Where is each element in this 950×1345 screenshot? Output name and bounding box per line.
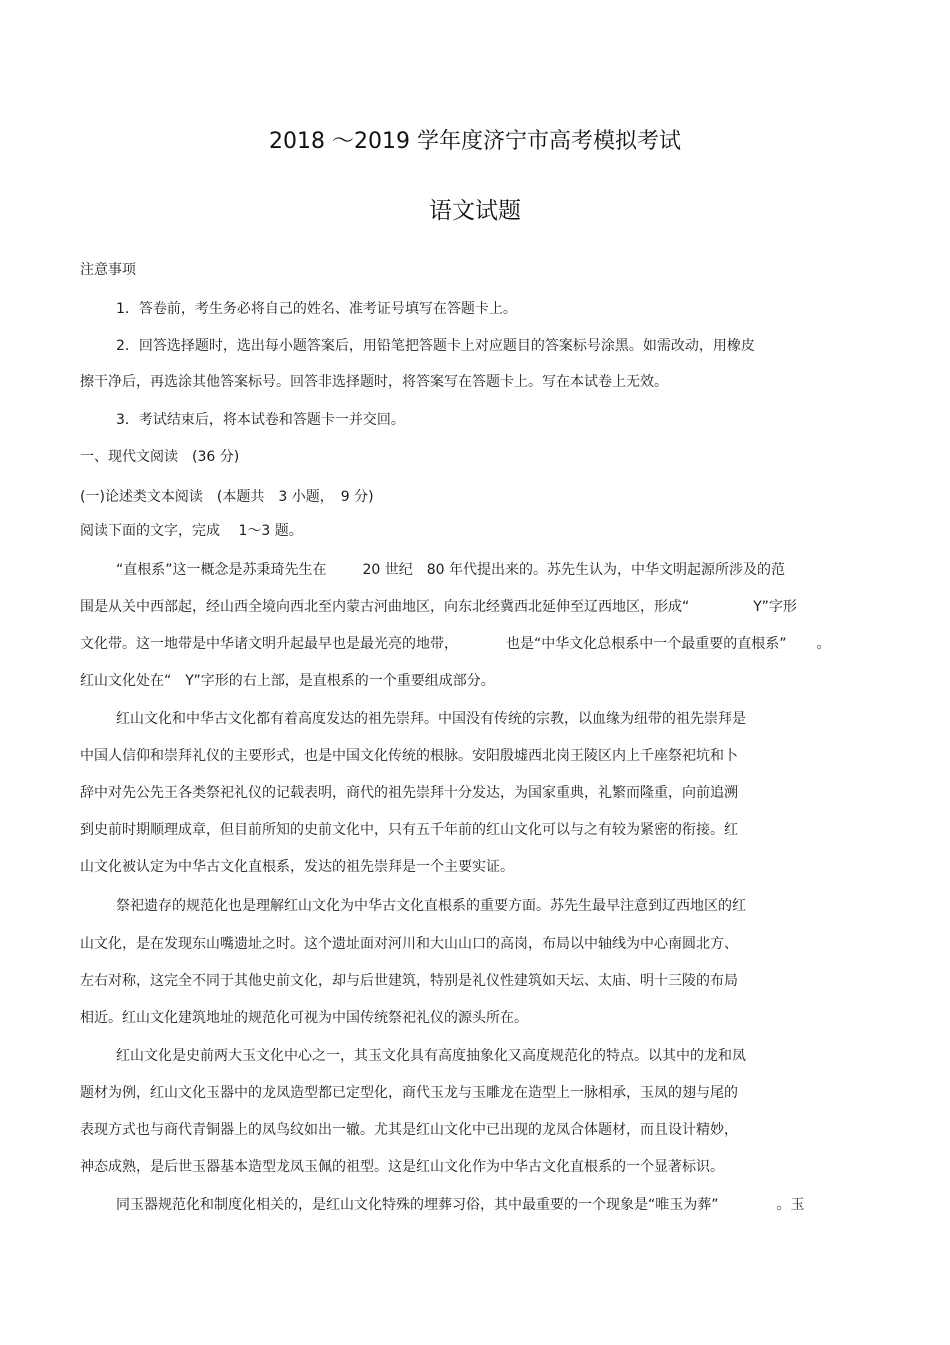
passage-text: “直根系”这一概念是苏秉琦先生在 [116,562,327,578]
passage-line: 红山文化和中华古文化都有着高度发达的祖先崇拜。中国没有传统的宗教，以血缘为纽带的祖先崇拜是 [116,711,746,727]
passage-text: 。 [816,636,831,652]
passage-line [80,634,831,654]
notice-item-1: 1．答卷前，考生务必将自己的姓名、准考证号填写在答题卡上。 [116,301,517,317]
passage-line: 祭祀遗存的规范化也是理解红山文化为中华古文化直根系的重要方面。苏先生最早注意到辽西地区的红 [116,898,746,914]
exam-title: 2018 ～2019 学年度济宁市高考模拟考试 [269,129,681,154]
passage-line: 题材为例，红山文化玉器中的龙凤造型都已定型化，商代玉龙与玉雕龙在造型上一脉相承，玉凤的翅与尾的 [80,1085,738,1101]
passage-line: 辞中对先公先王各类祭祀礼仪的记载表明，商代的祖先崇拜十分发达，为国家重典，礼繁而隆重，向前追溯 [80,785,738,801]
passage-line [116,560,785,580]
notice-item-2-line-1: 2．回答选择题时，选出每小题答案后，用铅笔把答题卡上对应题目的答案标号涂黑。如需改动，用橡皮 [116,338,755,354]
passage-text: 也是“中华文化总根系中一个最重要的直根系” [506,636,787,652]
passage-text: 围是从关中西部起，经山西全境向西北至内蒙古河曲地区，向东北经冀西北延伸至辽西地区，形成“ [80,599,690,615]
passage-line: 左右对称，这完全不同于其他史前文化，却与后世建筑，特别是礼仪性建筑如天坛、太庙、明十三陵的布局 [80,973,738,989]
passage-text: 同玉器规范化和制度化相关的，是红山文化特殊的埋葬习俗，其中最重要的一个现象是“唯玉为葬” [116,1197,719,1213]
passage-text: Y”字形 [753,599,797,615]
passage-line: 红山文化处在“ Y”字形的右上部，是直根系的一个重要组成部分。 [80,673,495,689]
notice-item-2-line-2: 擦干净后，再选涂其他答案标号。回答非选择题时，将答案写在答题卡上。写在本试卷上无效。 [80,374,668,390]
passage-line [116,1195,805,1215]
passage-text: 文化带。这一地带是中华诸文明升起最早也是最光亮的地带， [80,636,458,652]
passage-line: 相近。红山文化建筑地址的规范化可视为中国传统祭祀礼仪的源头所在。 [80,1010,528,1026]
subsection-heading: (一)论述类文本阅读 (本题共 3 小题， 9 分) [80,489,374,505]
passage-line: 中国人信仰和崇拜礼仪的主要形式，也是中国文化传统的根脉。安阳殷墟西北岗王陵区内上千座祭祀坑和卜 [80,748,738,764]
passage-text: 20 世纪 80 年代提出来的。苏先生认为，中华文明起源所涉及的范 [362,562,786,578]
passage-line [80,597,797,617]
section-heading: 一、现代文阅读 (36 分) [80,449,240,465]
passage-line: 山文化被认定为中华古文化直根系，发达的祖先崇拜是一个主要实证。 [80,859,514,875]
passage-line: 山文化，是在发现东山嘴遗址之时。这个遗址面对河川和大山山口的高岗，布局以中轴线为中心南圆北方、 [80,936,738,952]
passage-line: 到史前时期顺理成章，但目前所知的史前文化中，只有五千年前的红山文化可以与之有较为紧密的衔接。红 [80,822,738,838]
exam-subtitle: 语文试题 [429,198,521,224]
passage-line: 红山文化是史前两大玉文化中心之一，其玉文化具有高度抽象化又高度规范化的特点。以其中的龙和凤 [116,1048,746,1064]
passage-line: 表现方式也与商代青铜器上的凤鸟纹如出一辙。尤其是红山文化中已出现的龙凤合体题材，而且设计精妙， [80,1122,738,1138]
reading-instruction: 阅读下面的文字，完成 1～3 题。 [80,523,303,539]
notice-item-3: 3．考试结束后，将本试卷和答题卡一并交回。 [116,412,405,428]
passage-text: 。玉 [776,1197,805,1213]
passage-line: 神态成熟，是后世玉器基本造型龙凤玉佩的祖型。这是红山文化作为中华古文化直根系的一个显著标识。 [80,1159,724,1175]
notice-heading: 注意事项 [80,262,136,278]
